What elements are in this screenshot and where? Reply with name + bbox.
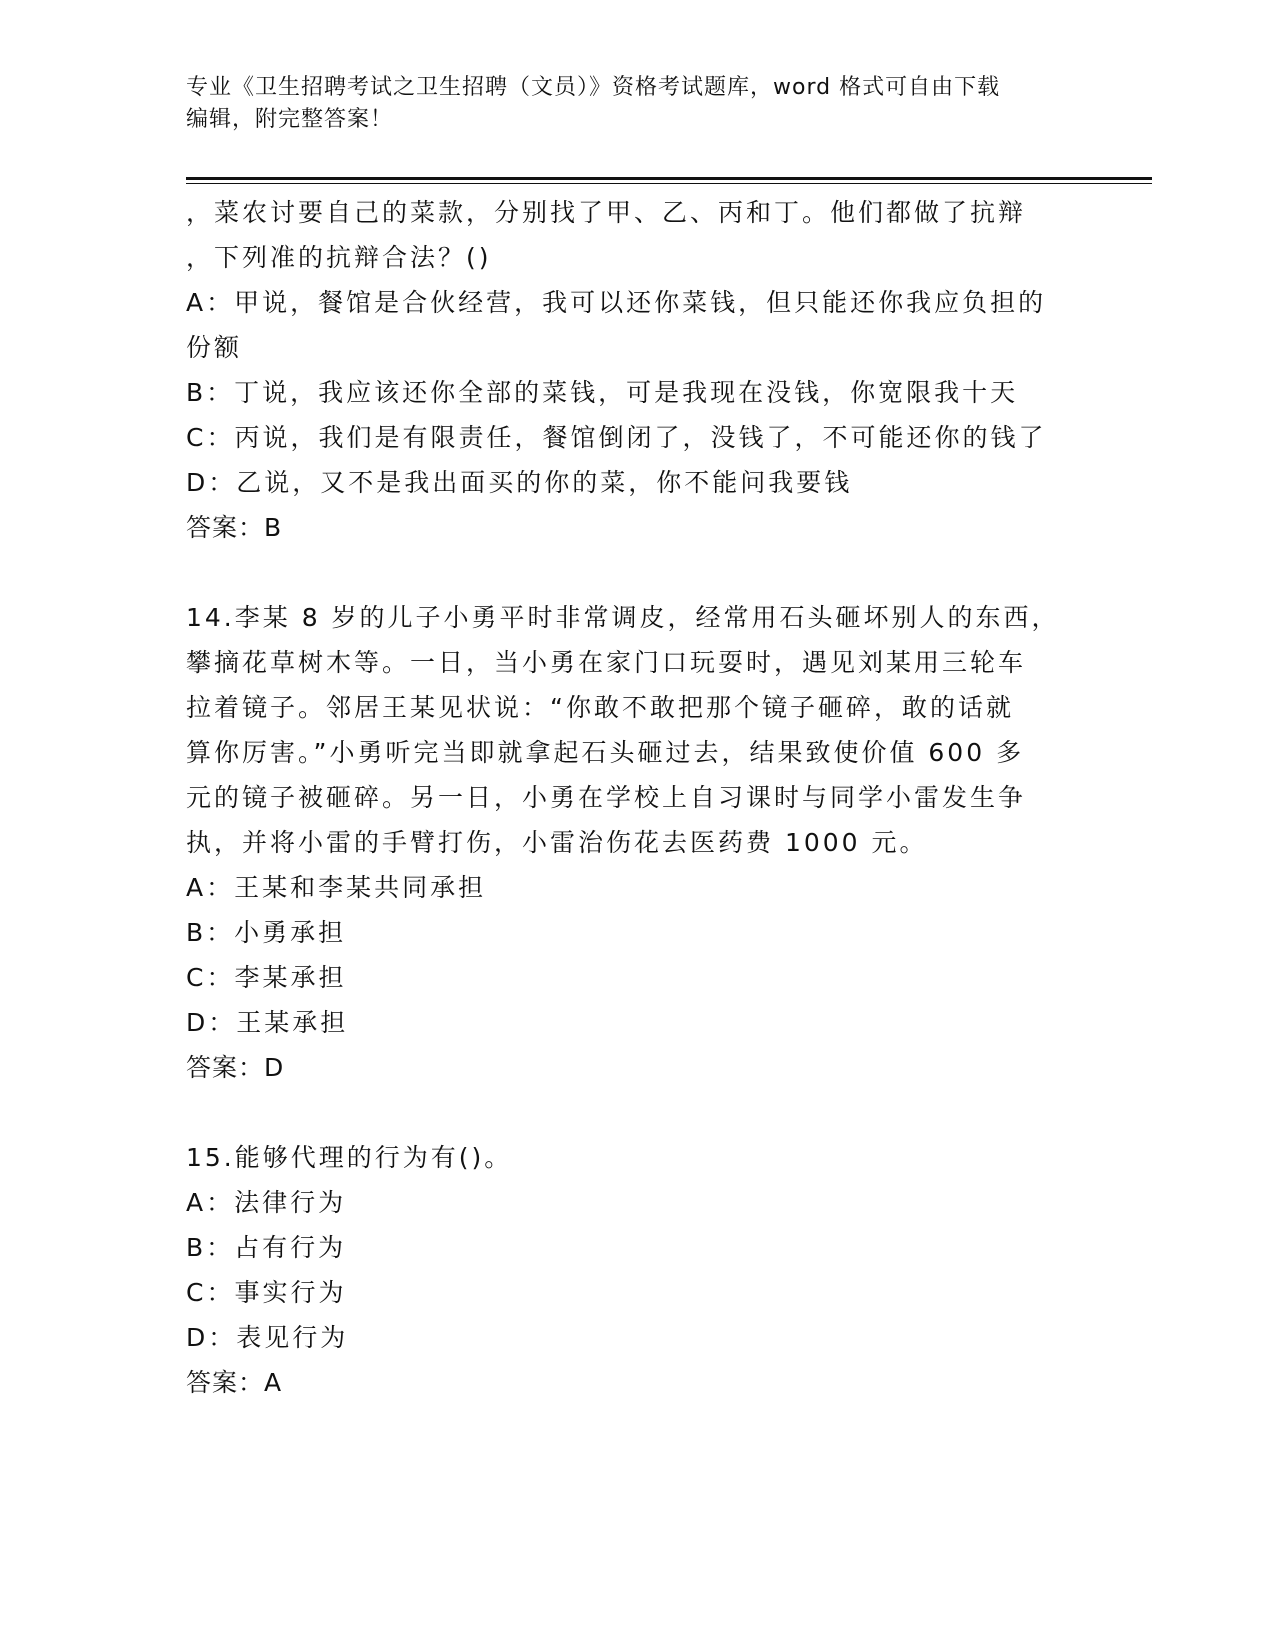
question-text-line: 执，并将小雷的手臂打伤，小雷治伤花去医药费 1000 元。	[186, 828, 928, 857]
option-c: C：事实行为	[186, 1278, 347, 1307]
header-line-2: 编辑，附完整答案！	[186, 107, 394, 132]
document-header	[186, 72, 1066, 136]
answer: 答案：A	[186, 1368, 283, 1397]
question-text-line: 算你厉害。”小勇听完当即就拿起石头砸过去，结果致使价值 600 多	[186, 738, 1025, 767]
answer: 答案：D	[186, 1053, 285, 1082]
question-text-line: 元的镜子被砸碎。另一日，小勇在学校上自习课时与同学小雷发生争	[186, 783, 1027, 812]
option-b: B：占有行为	[186, 1233, 347, 1262]
option-d: D：王某承担	[186, 1008, 349, 1037]
question-14	[186, 595, 1086, 1090]
spacer	[186, 550, 1086, 595]
option-d: D：乙说，又不是我出面买的你的菜，你不能问我要钱	[186, 468, 853, 497]
header-line-1: 专业《卫生招聘考试之卫生招聘（文员）》资格考试题库，word 格式可自由下载	[186, 75, 1001, 100]
question-text-line: ，下列准的抗辩合法？()	[186, 243, 492, 272]
question-13	[186, 190, 1086, 550]
option-a: A：法律行为	[186, 1188, 347, 1217]
option-b: B：丁说，我应该还你全部的菜钱，可是我现在没钱，你宽限我十天	[186, 378, 1019, 407]
option-b: B：小勇承担	[186, 918, 347, 947]
spacer	[186, 1090, 1086, 1135]
option-d: D：表见行为	[186, 1323, 349, 1352]
question-text-line: ，菜农讨要自己的菜款，分别找了甲、乙、丙和丁。他们都做了抗辩	[186, 198, 1027, 227]
question-text-line: 15.能够代理的行为有()。	[186, 1143, 513, 1172]
header-rule-thin	[186, 183, 1152, 184]
question-text-line: 攀摘花草树木等。一日，当小勇在家门口玩耍时，遇见刘某用三轮车	[186, 648, 1027, 677]
option-c: C：李某承担	[186, 963, 347, 992]
question-content	[186, 190, 1086, 1405]
option-c: C：丙说，我们是有限责任，餐馆倒闭了，没钱了，不可能还你的钱了	[186, 423, 1047, 452]
header-rule-thick	[186, 177, 1152, 180]
answer: 答案：B	[186, 513, 283, 542]
option-a-continued: 份额	[186, 333, 243, 362]
option-a: A：甲说，餐馆是合伙经营，我可以还你菜钱，但只能还你我应负担的	[186, 288, 1047, 317]
option-a: A：王某和李某共同承担	[186, 873, 487, 902]
question-15	[186, 1135, 1086, 1405]
question-text-line: 拉着镜子。邻居王某见状说：“你敢不敢把那个镜子砸碎，敢的话就	[186, 693, 1014, 722]
question-text-line: 14.李某 8 岁的儿子小勇平时非常调皮，经常用石头砸坏别人的东西，	[186, 603, 1060, 632]
